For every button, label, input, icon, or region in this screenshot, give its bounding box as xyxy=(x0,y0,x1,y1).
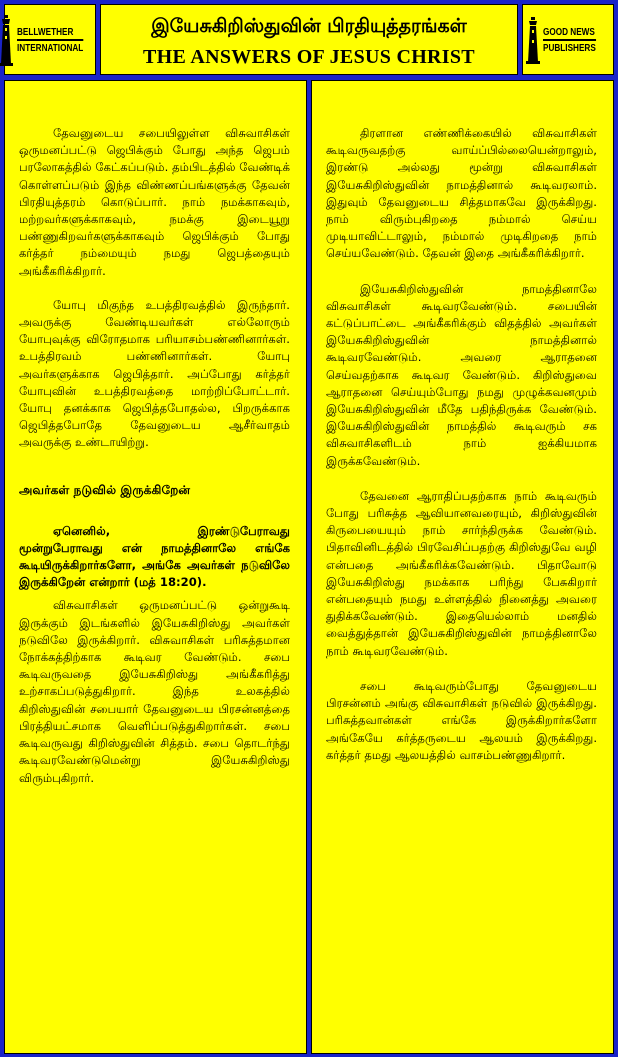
left-paragraph-1: தேவனுடைய சபையிலுள்ள விசுவாசிகள் ஒருமனப்பட்டு ஜெபிக்கும் போது அந்த ஜெபம் பரலோகத்தில் கேட்கப்படும். தம்பிடத்தில் வேண்டிக் கொள்ளப்படும் இந்த விண்ணப்பங்களுக்கு தேவன் பிரதியுத்தரம் கொடுப்பார். நாம் நமக்காகவும், மற்றவர்களுக்காகவும், நமக்கு இடையூறு பண்ணுகிறவர்களுக்காகவும் ஜெபிக்கும் போது கர்த்தர் நம்மையும் நமது ஜெபத்தையும் அங்கீகரிக்கிறார். xyxy=(19,126,290,278)
good-news-logo xyxy=(522,4,614,75)
left-column xyxy=(4,80,307,1054)
section-heading: அவர்கள் நடுவில் இருக்கிறேன் xyxy=(19,482,191,497)
lighthouse-icon xyxy=(526,16,540,64)
left-paragraph-3: விசுவாசிகள் ஒருமனப்பட்டு ஒன்றுகூடி இருக்கும் இடங்களில் இயேசுகிறிஸ்து அவர்கள் நடுவிலே இருக்கிறார். விசுவாசிகள் பரிசுத்தமான நோக்கத்திற்காக கூடிவர வேண்டும். சபை கூடிவருவதை இயேசுகிறிஸ்து அங்கீகரித்து உற்சாகப்படுத்துகிறார். இந்த உலகத்தில் கிறிஸ்துவின் சபையார் தேவனுடைய பிரசன்னத்தை பிரத்தியட்சமாக வெளிப்படுத்துகிறார்கள். சபை கூடிவருவது கிறிஸ்துவின் சித்தம். சபை தொடர்ந்து கூடிவரவேண்டுமென்று இயேசுகிறிஸ்து விரும்புகிறார். xyxy=(19,598,290,785)
right-paragraph-3: தேவனை ஆராதிப்பதற்காக நாம் கூடிவரும் போது பரிசுத்த ஆவியானவரையும், கிறிஸ்துவின் கிருபையையும் நாம் சார்ந்திருக்க வேண்டும். பிதாவினிடத்தில் பிரவேசிப்பதற்கு கிறிஸ்துவே வழி என்பதை அங்கீகரிக்கவேண்டும். பிதாவோடு இயேசுகிறிஸ்து நமக்காக பரிந்து பேசுகிறார் என்பதையும் நமது உள்ளத்தில் நினைத்து அவரை துதிக்கவேண்டும். இதையெல்லாம் மனதில் வைத்துத்தான் இயேசுகிறிஸ்துவின் நாமத்தினாலே நாம் கூடிவரவேண்டும். xyxy=(326,488,597,658)
scripture-quote: ஏனெனில், இரண்டுபேராவது மூன்றுபேராவது என் நாமத்தினாலே எங்கே கூடியிருக்கிறார்களோ, அங்கே அவர்கள் நடுவிலே இருக்கிறேன் என்றார் (மத் 18:20). xyxy=(19,523,290,590)
right-column xyxy=(311,80,614,1054)
logo-left-line2: INTERNATIONAL xyxy=(17,41,84,54)
logo-left-line1: BELLWETHER xyxy=(17,25,83,41)
right-paragraph-2: இயேசுகிறிஸ்துவின் நாமத்தினாலே விசுவாசிகள் கூடிவரவேண்டும். சபையின் கட்டுப்பாட்டை அங்கீகரிக்கும் விதத்தில் அவர்கள் இயேசுகிறிஸ்துவின் நாமத்தினால் கூடிவரவேண்டும். அவரை ஆராதனை செய்வதற்காக கூடிவர வேண்டும். கிறிஸ்துவை ஆராதனை செய்யும்போது நமது முழுக்கவனமும் இயேசுகிறிஸ்துவின் மீதே பதிந்திருக்க வேண்டும். இயேசுகிறிஸ்துவின் நாமத்தில் கூடிவரும் சக விசுவாசிகளிடம் நாம் ஐக்கியமாக இருக்கவேண்டும். xyxy=(326,281,597,468)
logo-right-line1: GOOD NEWS xyxy=(543,25,596,41)
bellwether-logo xyxy=(4,4,96,75)
lighthouse-icon xyxy=(0,14,14,66)
title-english: THE ANSWERS OF JESUS CHRIST xyxy=(143,46,475,68)
right-paragraph-4: சபை கூடிவரும்போது தேவனுடைய பிரசன்னம் அங்கு விசுவாசிகள் நடுவில் இருக்கிறது. பரிசுத்தவான்கள் எங்கே இருக்கிறார்களோ அங்கேயே கர்த்தருடைய ஆலயம் இருக்கிறது. கர்த்தர் தமது ஆலயத்தில் வாசம்பண்ணுகிறார். xyxy=(326,678,597,762)
title-tamil: இயேசுகிறிஸ்துவின் பிரதியுத்தரங்கள் xyxy=(151,15,467,37)
right-paragraph-1: திரளான எண்ணிக்கையில் விசுவாசிகள் கூடிவருவதற்கு வாய்ப்பில்லையென்றாலும், இரண்டு அல்லது மூன்று விசுவாசிகள் இயேசுகிறிஸ்துவின் நாமத்தினால் கூடிவரலாம். இதுவும் தேவனுடைய சித்தமாகவே இருக்கிறது. நாம் விரும்புகிறதை நம்மால் செய்ய முடியாவிட்டாலும், நம்மால் முடிகிறதை நாம் செய்யவேண்டும். தேவன் இதை அங்கீகரிக்கிறார். xyxy=(326,126,597,261)
logo-right-line2: PUBLISHERS xyxy=(542,41,596,54)
page-header xyxy=(100,4,518,75)
left-paragraph-2: யோபு மிகுந்த உபத்திரவத்தில் இருந்தார். அவருக்கு வேண்டியவர்கள் எல்லோரும் யோபுவுக்கு விரோதமாக பரியாசம்பண்ணினார்கள். உபத்திரவம் பண்ணினார்கள். யோபு அவர்களுக்காக ஜெபித்தார். அப்போது கர்த்தர் யோபுவின் உபத்திரவத்தை மாற்றிப்போட்டார். யோபு தனக்காக ஜெபித்தபோதல்ல, பிறருக்காக ஜெபித்தபோதே தேவனுடைய ஆசீர்வாதம் அவருக்கு உண்டாயிற்று. xyxy=(19,297,290,450)
